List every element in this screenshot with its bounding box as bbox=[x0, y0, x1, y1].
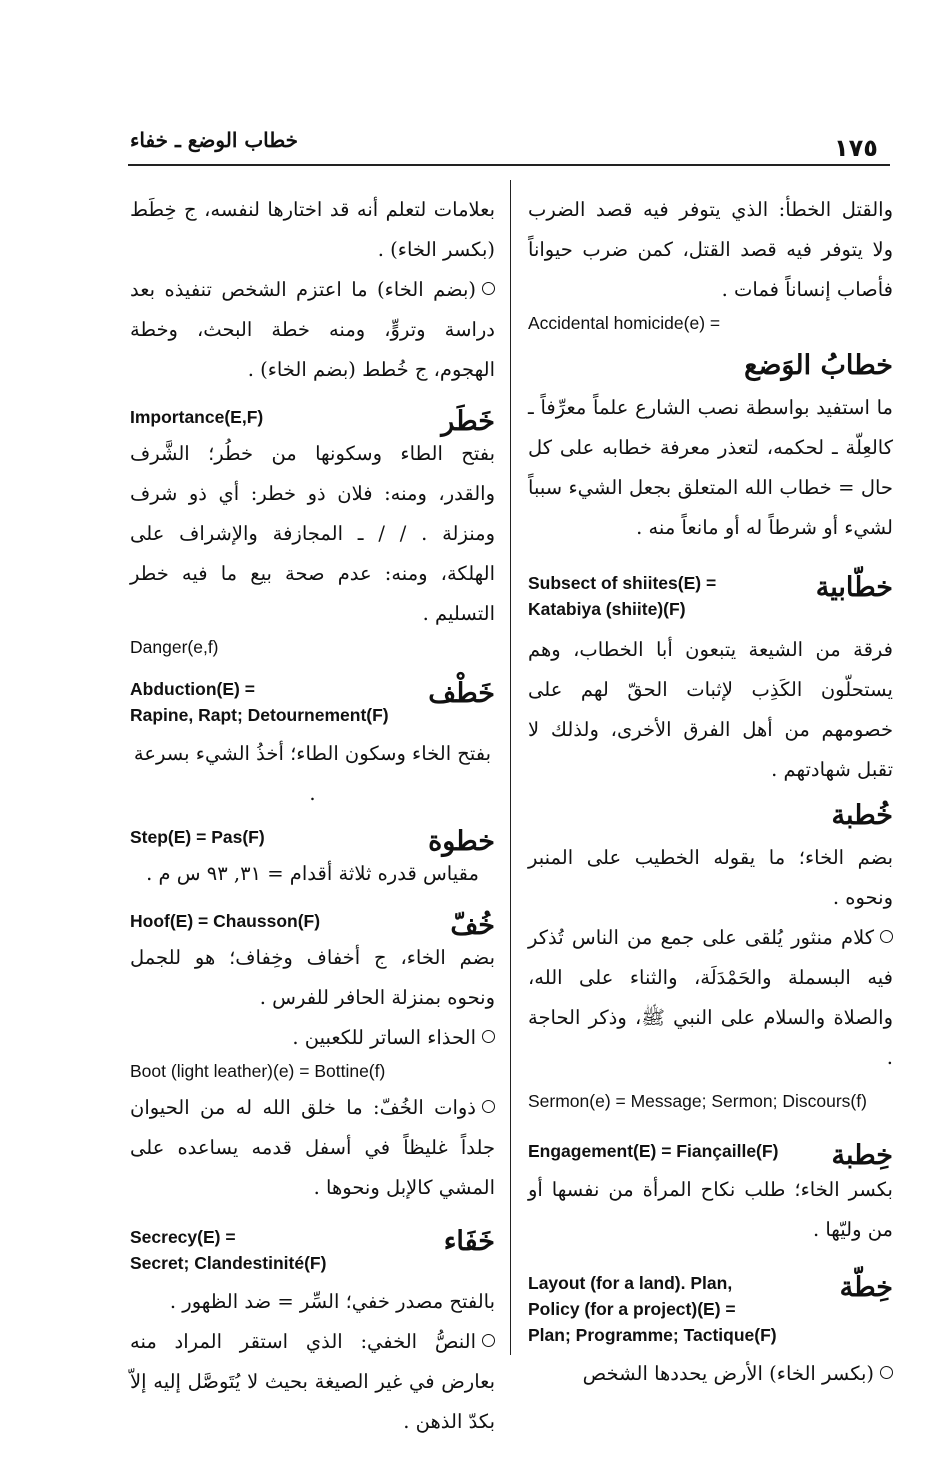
definition-khutba-1: بضم الخاء؛ ما يقوله الخطيب على المنبر ونحوه . bbox=[528, 846, 893, 909]
english-khattabiya-2: Katabiya (shiite)(F) bbox=[528, 599, 686, 619]
english-khafa-1: Secrecy(E) = bbox=[130, 1227, 236, 1247]
page-number: ١٧٥ bbox=[834, 134, 878, 162]
definition-khuff-2: الحذاء الساتر للكعبين . bbox=[130, 1018, 495, 1058]
definition-khuff-3: ذوات الخُفّ: ما خلق الله له من الحيوان جلداً غليظاً في أسفل قدمه يساعده على المشي كالإبل ونحوها . bbox=[130, 1096, 495, 1199]
english-khutba: Sermon(e) = Message; Sermon; Discours(f) bbox=[528, 1091, 867, 1111]
definition-khatar: بفتح الطاء وسكونها من خطُر؛ الشَّرف والقدر، ومنه: فلان ذو خطر: أي ذو شرف ومنزلة . / / ـ المجازفة والإشراف على الهلكة، ومنه: عدم صحة بيع ما فيه خطر التسليم . bbox=[130, 442, 495, 625]
english-khitta-2: Policy (for a project)(E) = bbox=[528, 1299, 736, 1319]
circle-bullet-icon bbox=[482, 1030, 495, 1043]
entry-khitba bbox=[528, 1138, 893, 1171]
continuation-2: (بضم الخاء) ما اعتزم الشخص تنفيذه بعد دراسة وتروٍّ، ومنه خطة البحث، وخطة الهجوم، ج خُطط (بضم الخاء) . bbox=[130, 278, 495, 381]
headword-khattabiya: خطّابية bbox=[815, 572, 893, 603]
entry-khitta bbox=[528, 1270, 893, 1348]
headword-khitba: خِطبة bbox=[831, 1140, 893, 1171]
headword-khitab-alwad: خطابُ الوَضع bbox=[744, 350, 893, 381]
english-khuff-2: Boot (light leather)(e) = Bottine(f) bbox=[130, 1061, 386, 1081]
entry-khattabiya bbox=[528, 570, 893, 622]
english-khitta-3: Plan; Programme; Tactique(F) bbox=[528, 1325, 777, 1345]
headword-khafa: خَفَاء bbox=[443, 1226, 495, 1257]
english-khatf-2: Rapine, Rapt; Detournement(F) bbox=[130, 705, 389, 725]
circle-bullet-icon bbox=[880, 930, 893, 943]
circle-bullet-icon bbox=[482, 1100, 495, 1113]
definition-khutba-2: كلام منثور يُلقى على جمع من الناس تُذكر فيه البسملة والحَمْدَلَة، والثناء على الله، والصلاة والسلام على النبي ﷺ، وذكر الحاجة . bbox=[528, 926, 893, 1069]
circle-bullet-icon bbox=[482, 1334, 495, 1347]
english-khattabiya-1: Subsect of shiites(E) = bbox=[528, 573, 717, 593]
english-khatf-1: Abduction(E) = bbox=[130, 679, 255, 699]
english-khitta-1: Layout (for a land). Plan, bbox=[528, 1273, 733, 1293]
headword-khutba: خُطبة bbox=[831, 800, 893, 831]
entry-khafa bbox=[130, 1224, 495, 1276]
entry-khuff bbox=[130, 908, 495, 941]
english-khutwa: Step(E) = Pas(F) bbox=[130, 827, 265, 847]
english-khatar-2: Danger(e,f) bbox=[130, 637, 219, 657]
column-divider bbox=[510, 180, 511, 1355]
english-khuff: Hoof(E) = Chausson(F) bbox=[130, 911, 321, 931]
left-column bbox=[130, 190, 495, 1442]
headword-khutwa: خطوة bbox=[428, 826, 495, 857]
definition-khafa: بالفتح مصدر خفي؛ السِّر = ضد الظهور . bbox=[169, 1290, 495, 1313]
circle-bullet-icon bbox=[880, 1366, 893, 1379]
english-khitba: Engagement(E) = Fiançaille(F) bbox=[528, 1141, 779, 1161]
english-khafa-2: Secret; Clandestinité(F) bbox=[130, 1253, 327, 1273]
circle-bullet-icon bbox=[482, 282, 495, 295]
definition-khatf: بفتح الخاء وسكون الطاء؛ أخذُ الشيء بسرعة . bbox=[133, 742, 492, 805]
english-khatar: Importance(E,F) bbox=[130, 407, 264, 427]
header-rule bbox=[128, 164, 890, 166]
definition-khuff: بضم الخاء، ج أخفاف وخِفاف؛ هو للجمل ونحوه بمنزلة الحافر للفرس . bbox=[130, 946, 495, 1009]
running-title: خطاب الوضع ـ خفاء bbox=[130, 128, 299, 152]
right-column bbox=[528, 190, 893, 1394]
definition-khitta: (بكسر الخاء) الأرض يحددها الشخص bbox=[528, 1354, 893, 1394]
headword-khatar: خَطَر bbox=[441, 406, 495, 437]
continuation-1: بعلامات لتعلم أنه قد اختارها لنفسه، ج خِطَط (بكسر الخاء) . bbox=[130, 198, 495, 261]
definition-khitba: بكسر الخاء؛ طلب نكاح المرأة من نفسها أو من وليّها . bbox=[528, 1178, 893, 1241]
definition-khutwa: مقياس قدره ثلاثة أقدام = ٣١, ٩٣ س م . bbox=[146, 862, 479, 885]
entry-khatar bbox=[130, 404, 495, 437]
entry-khatf bbox=[130, 676, 495, 728]
definition-khafa-2: النصُّ الخفي: الذي استقر المراد منه بعارض في غير الصيغة بحيث لا يُتَوصَّل إليه إلاّ بكدّ الذهن . bbox=[130, 1330, 495, 1433]
headword-khuff: خُفّ bbox=[450, 910, 495, 941]
intro-text: والقتل الخطأ: الذي يتوفر فيه قصد الضرب ولا يتوفر فيه قصد القتل، كمن ضرب حيواناً فأصاب إنساناً فمات . bbox=[528, 198, 893, 301]
headword-khitta: خِطّة bbox=[839, 1272, 893, 1303]
headword-khatf: خَطْف bbox=[428, 678, 495, 709]
definition-khattabiya: فرقة من الشيعة يتبعون أبا الخطاب، وهم يستحلّون الكَذِب لإثبات الحقّ لهم على خصومهم من أهل الفرق الأخرى، ولذلك لا تقبل شهادتهم . bbox=[528, 638, 893, 781]
definition-khitab-alwad: ما استفيد بواسطة نصب الشارع علماً معرِّفاً ـ كالعِلّة ـ لحكمه، لتعذر معرفة خطابه على كل حال = خطاب الله المتعلق بجعل الشيء سبباً لشيء أو شرطاً له أو مانعاً منه . bbox=[528, 396, 893, 539]
intro-english: Accidental homicide(e) = bbox=[528, 313, 721, 333]
entry-khutwa bbox=[130, 824, 495, 857]
